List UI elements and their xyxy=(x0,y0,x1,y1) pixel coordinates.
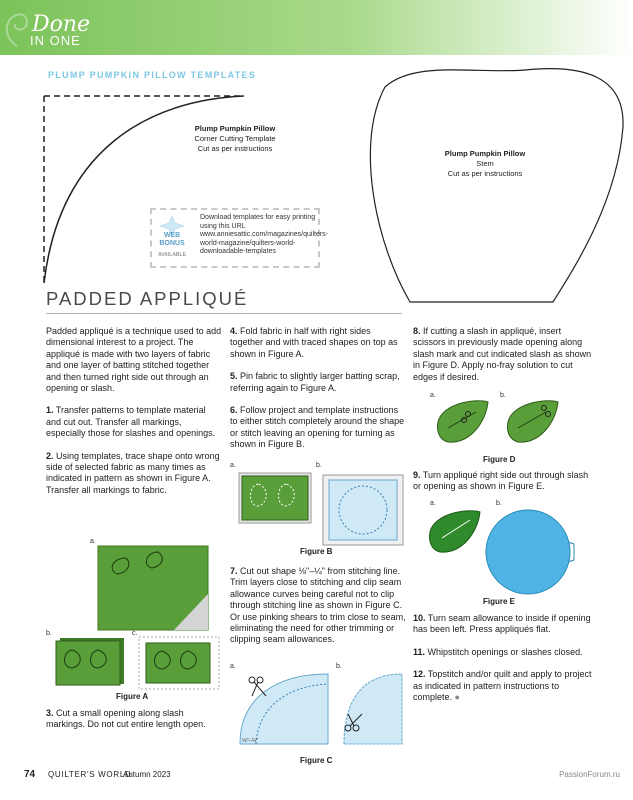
fig-d-label-a: a. xyxy=(430,392,436,399)
section-rule xyxy=(46,313,402,314)
brand-line1: Done xyxy=(32,12,91,37)
badge-web: WEB xyxy=(163,232,181,239)
corner-template-note: Cut as per instructions xyxy=(197,144,273,153)
figure-c-caption: Figure C xyxy=(300,756,333,765)
figure-a-caption: Figure A xyxy=(116,692,149,701)
stem-template-note: Cut as per instructions xyxy=(447,169,523,178)
header-banner xyxy=(0,0,633,55)
fig-a-label-b: b. xyxy=(46,630,52,637)
figure-e-circle xyxy=(484,508,576,596)
figure-d-leaf-a xyxy=(434,398,492,446)
badge-available: AVAILABLE xyxy=(158,252,186,258)
step-5: 5. Pin fabric to slightly larger batting scrap, referring again to Figure A. xyxy=(230,371,400,393)
figure-a-batting xyxy=(138,636,220,690)
column-3-bottom xyxy=(413,613,593,714)
step-4: 4. Fold fabric in half with right sides together and with traced shapes on top as shown in Figure A. xyxy=(230,326,398,359)
figure-e-caption: Figure E xyxy=(483,597,516,606)
step-8: 8. If cutting a slash in appliqué, insert scissors in previously made opening along slash mark and cut indicated slash as shown in Figure D. Apply no-fray solution to cut edges if desired. xyxy=(413,326,592,382)
column-2-bottom xyxy=(230,566,406,657)
brand-line2: IN ONE xyxy=(30,33,81,48)
figure-c-measure: ⅛"–¼" xyxy=(242,738,259,744)
figure-a-fabric-fold xyxy=(96,544,216,634)
site-watermark[interactable]: PassionForum.ru xyxy=(559,770,620,779)
stem-template-label xyxy=(420,149,550,179)
fig-a-label-a: a. xyxy=(90,538,96,545)
stem-template-subtitle: Stem xyxy=(476,159,494,168)
step-1: 1. Transfer patterns to template material and cut out. Transfer all markings, especially those for slashes and openings. xyxy=(46,405,216,439)
step-10: 10. Turn seam allowance to inside if opening has been left. Press appliqués flat. xyxy=(413,613,591,635)
column-3-mid xyxy=(413,470,593,504)
badge-bonus: BONUS xyxy=(159,240,185,247)
page-number: 74 xyxy=(24,769,36,780)
step-6: 6. Follow project and template instructions to either stitch completely around the shape or stitch leaving an opening for turning as shown in Figure B. xyxy=(230,405,405,450)
swirl-ornament-icon xyxy=(2,8,32,48)
fig-e-label-a: a. xyxy=(430,500,436,507)
figure-c-clipping xyxy=(236,668,332,748)
fig-e-label-b: b. xyxy=(496,500,502,507)
stem-template-shape xyxy=(355,52,630,308)
corner-template-subtitle: Corner Cutting Template xyxy=(194,134,276,143)
step-2: 2. Using templates, trace shape onto wrong side of selected fabric as many times as indicated in pattern as shown in Figure A. Transfer all markings to fabric. xyxy=(46,450,220,495)
corner-template-label xyxy=(150,124,320,154)
fig-b-label-a: a. xyxy=(230,462,236,469)
stem-template-name: Plump Pumpkin Pillow xyxy=(444,149,526,158)
fig-b-label-b: b. xyxy=(316,462,322,469)
intro-paragraph: Padded appliqué is a technique used to add dimensional interest to a project. The appliqué is made with two layers of fabric and one layer of batting stitched together and then turned right side out through an opening or slash. xyxy=(46,326,222,394)
step-9: 9. Turn appliqué right side out through slash or opening as shown in Figure E. xyxy=(413,470,589,492)
fig-c-label-b: b. xyxy=(336,663,342,670)
figure-c-pinking xyxy=(340,668,404,748)
step-3: 3. Cut a small opening along slash markings. Do not cut entire length open. xyxy=(46,708,206,730)
column-3 xyxy=(413,326,593,394)
figure-d-caption: Figure D xyxy=(483,455,516,464)
figure-b-stitched-leaves xyxy=(238,472,312,524)
step-7: 7. Cut out shape ⅛"–¼" from stitching line. Trim layers close to stitching and clip seam allowance curves being careful not to clip through stitching line as shown in Figure C. Or use pinking shears to trim close to seam, eliminating the need for other trimming or clipping seam allowances. xyxy=(230,566,406,645)
web-bonus-badge xyxy=(156,216,188,262)
step-11: 11. Whipstitch openings or slashes closed. xyxy=(413,646,583,657)
templates-title: PLUMP PUMPKIN PILLOW TEMPLATES xyxy=(48,70,257,80)
column-1-bottom xyxy=(46,708,222,742)
figure-b-caption: Figure B xyxy=(300,547,333,556)
figure-d-leaf-b xyxy=(504,398,562,446)
web-bonus-text: Download templates for easy printing using this URL www.anniesattic.com/magazines/quilters-world-magazine/quilters-world-downloadable-templates xyxy=(200,214,328,256)
section-title: PADDED APPLIQUÉ xyxy=(46,288,249,309)
web-bonus-box[interactable] xyxy=(150,208,328,268)
end-mark-icon: ● xyxy=(454,692,460,703)
figure-e-leaf xyxy=(426,508,484,556)
footer xyxy=(20,769,620,783)
figure-a-folded-layers xyxy=(54,636,126,688)
fig-d-label-b: b. xyxy=(500,392,506,399)
step-12: 12. Topstitch and/or quilt and apply to project as indicated in pattern instructions to complete. ● xyxy=(413,669,592,703)
figure-b-stitched-circle xyxy=(322,474,404,546)
fig-a-label-c: c. xyxy=(132,630,138,637)
corner-template-name: Plump Pumpkin Pillow xyxy=(194,124,276,133)
column-2 xyxy=(230,326,406,462)
fig-c-label-a: a. xyxy=(230,663,236,670)
issue-name: Autumn 2023 xyxy=(123,770,171,779)
magazine-name: QUILTER'S WORLD xyxy=(48,770,132,779)
scissors-icon xyxy=(249,677,266,696)
column-1 xyxy=(46,326,222,507)
